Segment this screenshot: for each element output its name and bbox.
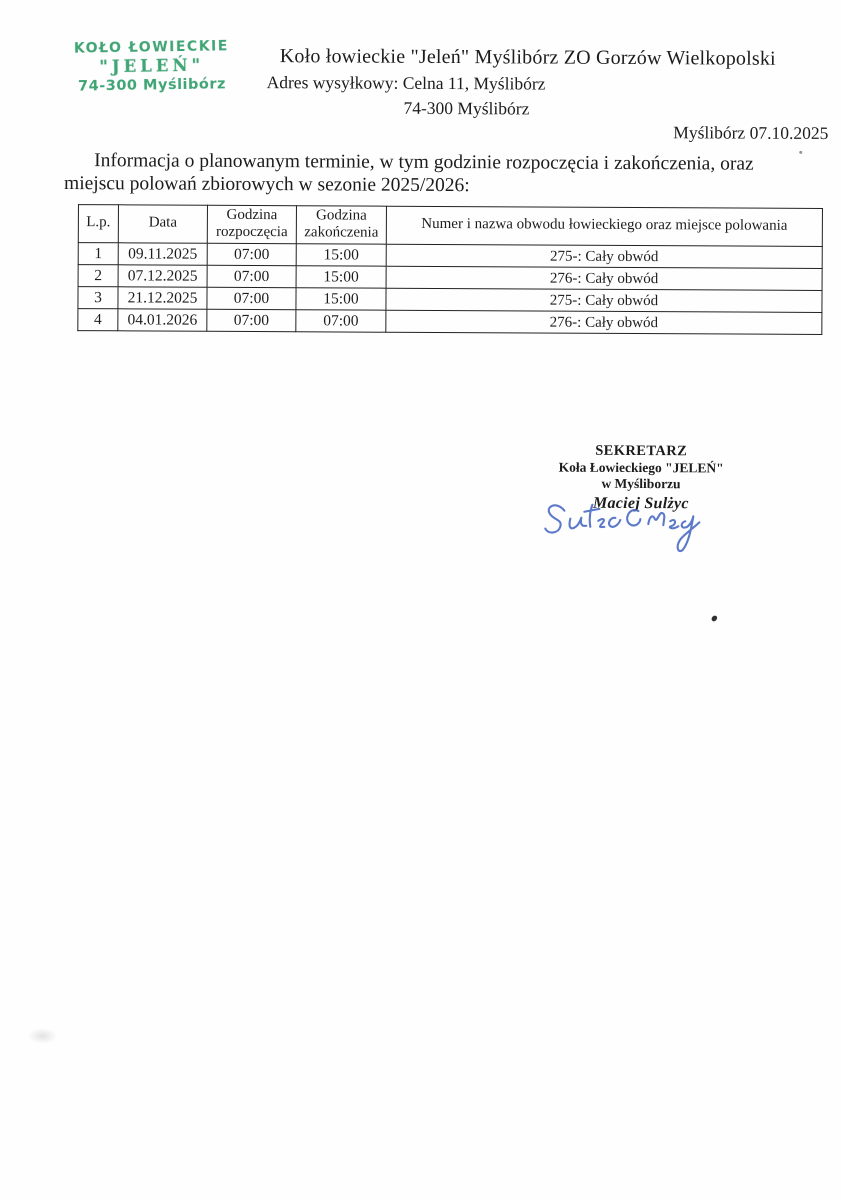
table-row	[78, 309, 822, 335]
table-cell: 09.11.2025	[118, 243, 207, 265]
table-cell: 2	[78, 265, 118, 287]
letterhead	[266, 45, 826, 121]
table-cell: 07:00	[207, 287, 296, 309]
header-cell: Godzina zakończenia	[296, 206, 386, 244]
handwritten-signature-ink	[542, 499, 704, 560]
table-cell: 07:00	[207, 265, 296, 287]
scan-artifact-dot	[711, 615, 718, 623]
table-cell: 3	[78, 287, 118, 309]
intro-paragraph: Informacja o planowanym terminie, w tym godzinie rozpoczęcia i zakończenia, oraz miejscu polowań zbiorowych w sezonie 2025/2026:	[64, 150, 754, 196]
table-cell: 15:00	[296, 266, 386, 288]
place-and-date: Myślibórz 07.10.2025	[673, 122, 829, 144]
mailing-address: Adres wysyłkowy: Celna 11, Myślibórz	[266, 72, 546, 94]
scan-artifact-mark	[799, 151, 802, 154]
signature-location: w Myśliborzu	[601, 475, 681, 492]
table-cell: 4	[78, 309, 118, 331]
table-cell: 276-: Cały obwód	[386, 266, 822, 290]
club-stamp	[62, 38, 241, 95]
signature-organization: Koła Łowieckiego "JELEŃ"	[558, 459, 724, 476]
table-cell: 07:00	[207, 243, 296, 265]
hunting-schedule-table	[77, 204, 823, 335]
table-cell: 276-: Cały obwód	[386, 310, 822, 334]
header-cell: Data	[118, 205, 207, 243]
schedule-table-body	[78, 243, 822, 335]
stamp-club-type: KOŁO ŁOWIECKIE	[73, 38, 229, 57]
table-cell: 07:00	[207, 309, 296, 331]
stamp-club-name: "JELEŃ"	[99, 55, 205, 77]
postal-city: 74-300 Myślibórz	[403, 97, 530, 119]
header-cell: Numer i nazwa obwodu łowieckiego oraz miejsce polowania	[386, 206, 822, 246]
table-cell: 1	[78, 243, 118, 265]
header-cell: Godzina rozpoczęcia	[207, 205, 296, 243]
signature-title: SEKRETARZ	[595, 442, 688, 460]
table-cell: 275-: Cały obwód	[386, 244, 822, 268]
organization-name: Koło łowieckie "Jeleń" Myślibórz ZO Gorzów Wielkopolski	[279, 45, 776, 70]
scan-artifact-smudge	[28, 1028, 58, 1044]
table-cell: 04.01.2026	[118, 309, 207, 331]
signatory-name: Maciej Sulżyc	[592, 494, 689, 513]
signature-stroke	[545, 505, 699, 552]
table-cell: 21.12.2025	[118, 287, 207, 309]
table-cell: 275-: Cały obwód	[386, 288, 822, 312]
table-cell: 07.12.2025	[118, 265, 207, 287]
schedule-table-head-row	[78, 205, 822, 247]
table-cell: 15:00	[296, 288, 386, 310]
header-cell: L.p.	[78, 205, 118, 243]
table-cell: 15:00	[296, 244, 386, 266]
table-cell: 07:00	[296, 310, 386, 332]
stamp-club-address: 74-300 Myślibórz	[77, 76, 227, 95]
